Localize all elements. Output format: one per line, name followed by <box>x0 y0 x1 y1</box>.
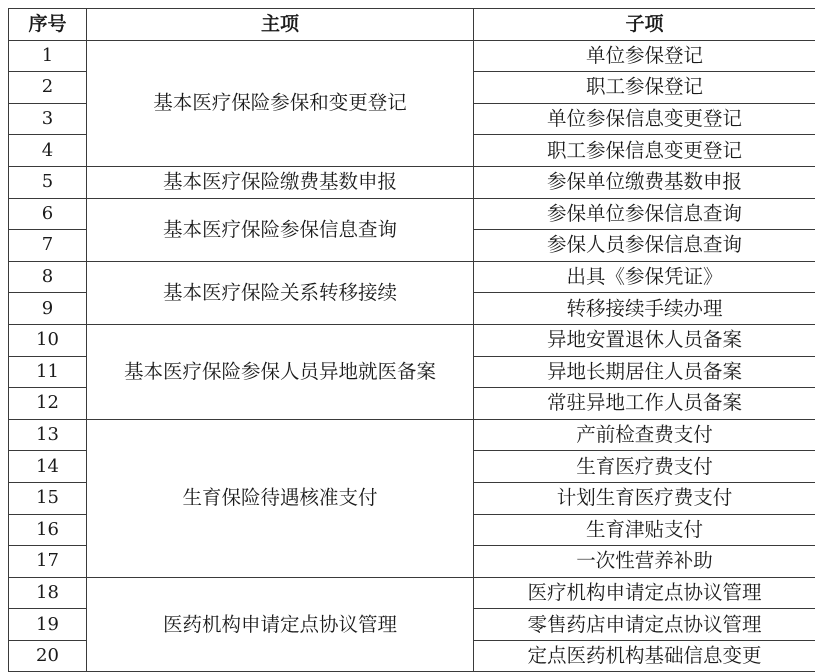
row-index-cell: 15 <box>9 482 87 514</box>
row-index-cell: 14 <box>9 451 87 483</box>
row-index-cell: 10 <box>9 324 87 356</box>
table-row <box>9 577 816 609</box>
header-main-item: 主项 <box>87 9 474 41</box>
sub-item-cell: 单位参保信息变更登记 <box>474 103 816 135</box>
row-index-cell: 18 <box>9 577 87 609</box>
row-index-cell: 19 <box>9 609 87 641</box>
row-index-cell: 11 <box>9 356 87 388</box>
table-row <box>9 40 816 72</box>
sub-item-cell: 单位参保登记 <box>474 40 816 72</box>
sub-item-cell: 参保单位参保信息查询 <box>474 198 816 230</box>
table-header-row <box>9 9 816 41</box>
sub-item-cell: 计划生育医疗费支付 <box>474 482 816 514</box>
sub-item-cell: 职工参保登记 <box>474 72 816 104</box>
row-index-cell: 8 <box>9 261 87 293</box>
table-row <box>9 324 816 356</box>
sub-item-cell: 生育医疗费支付 <box>474 451 816 483</box>
sub-item-cell: 出具《参保凭证》 <box>474 261 816 293</box>
row-index-cell: 13 <box>9 419 87 451</box>
table-row <box>9 198 816 230</box>
row-index-cell: 4 <box>9 135 87 167</box>
header-index: 序号 <box>9 9 87 41</box>
header-sub-item: 子项 <box>474 9 816 41</box>
row-index-cell: 9 <box>9 293 87 325</box>
sub-item-cell: 常驻异地工作人员备案 <box>474 388 816 420</box>
service-items-table-container <box>8 8 815 672</box>
sub-item-cell: 职工参保信息变更登记 <box>474 135 816 167</box>
table-body <box>9 40 816 672</box>
table-row <box>9 419 816 451</box>
row-index-cell: 2 <box>9 72 87 104</box>
sub-item-cell: 参保单位缴费基数申报 <box>474 166 816 198</box>
row-index-cell: 3 <box>9 103 87 135</box>
row-index-cell: 5 <box>9 166 87 198</box>
sub-item-cell: 异地安置退休人员备案 <box>474 324 816 356</box>
table-row <box>9 261 816 293</box>
row-index-cell: 20 <box>9 640 87 672</box>
sub-item-cell: 转移接续手续办理 <box>474 293 816 325</box>
main-item-cell: 基本医疗保险参保和变更登记 <box>87 40 474 166</box>
row-index-cell: 6 <box>9 198 87 230</box>
sub-item-cell: 零售药店申请定点协议管理 <box>474 609 816 641</box>
sub-item-cell: 产前检查费支付 <box>474 419 816 451</box>
sub-item-cell: 异地长期居住人员备案 <box>474 356 816 388</box>
sub-item-cell: 定点医药机构基础信息变更 <box>474 640 816 672</box>
sub-item-cell: 参保人员参保信息查询 <box>474 230 816 262</box>
sub-item-cell: 医疗机构申请定点协议管理 <box>474 577 816 609</box>
main-item-cell: 基本医疗保险参保信息查询 <box>87 198 474 261</box>
main-item-cell: 生育保险待遇核准支付 <box>87 419 474 577</box>
row-index-cell: 12 <box>9 388 87 420</box>
main-item-cell: 基本医疗保险缴费基数申报 <box>87 166 474 198</box>
service-items-table <box>8 8 815 672</box>
main-item-cell: 基本医疗保险参保人员异地就医备案 <box>87 324 474 419</box>
row-index-cell: 16 <box>9 514 87 546</box>
sub-item-cell: 一次性营养补助 <box>474 546 816 578</box>
row-index-cell: 17 <box>9 546 87 578</box>
sub-item-cell: 生育津贴支付 <box>474 514 816 546</box>
main-item-cell: 医药机构申请定点协议管理 <box>87 577 474 672</box>
table-row <box>9 166 816 198</box>
row-index-cell: 1 <box>9 40 87 72</box>
main-item-cell: 基本医疗保险关系转移接续 <box>87 261 474 324</box>
row-index-cell: 7 <box>9 230 87 262</box>
